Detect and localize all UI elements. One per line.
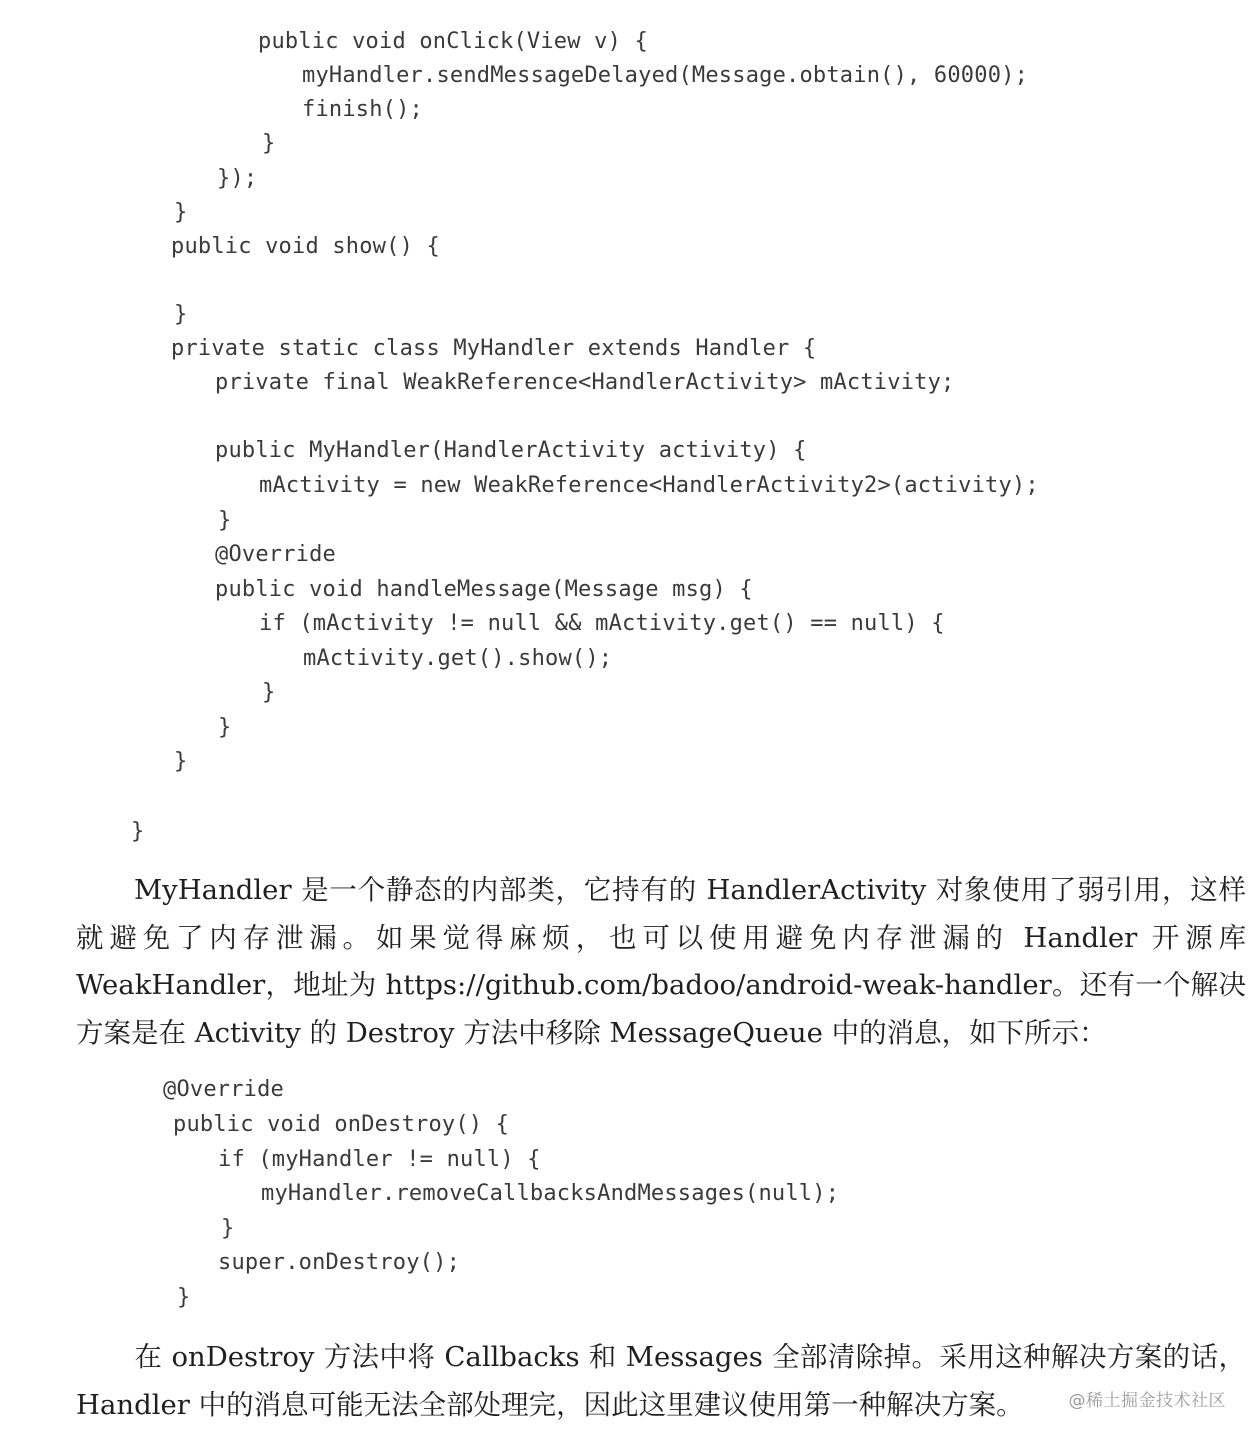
paragraph-text: MyHandler 是一个静态的内部类，它持有的 HandlerActivity 对象使用了弱引用，这样就避免了内存泄漏。如果觉得麻烦，也可以使用避免内存泄漏的 Handler 开源库 WeakHandler，地址为 https://github.com/badoo/android-weak-handler。还有一个解决方案是在 Activity 的 Destroy 方法中移除 MessageQueue 中的消息，如下所示： — [76, 874, 1246, 1049]
code-line: private static class MyHandler extends Handler { — [171, 336, 817, 361]
code-line: } — [131, 819, 145, 844]
code-line: }); — [217, 166, 258, 191]
code-line: super.onDestroy(); — [218, 1250, 461, 1275]
code-line: } — [174, 302, 188, 327]
code-line: mActivity.get().show(); — [303, 646, 613, 671]
paragraph-text: 在 onDestroy 方法中将 Callbacks 和 Messages 全部清除掉。采用这种解决方案的话，Handler 中的消息可能无法全部处理完，因此这里建议使用第一种解决方案。 — [76, 1341, 1246, 1421]
code-line: } — [221, 1216, 235, 1241]
code-line: } — [262, 131, 276, 156]
watermark-label: @稀土掘金技术社区 — [1068, 1391, 1226, 1411]
code-line: } — [174, 749, 188, 774]
code-line: } — [174, 200, 188, 225]
code-line: mActivity = new WeakReference<HandlerActivity2>(activity); — [259, 473, 1039, 498]
code-line: public MyHandler(HandlerActivity activity) { — [215, 438, 807, 463]
code-line: public void onClick(View v) { — [258, 29, 648, 54]
code-line: if (mActivity != null && mActivity.get() == null) { — [259, 611, 945, 636]
code-line: finish(); — [302, 97, 424, 122]
code-line: } — [218, 715, 232, 740]
body-paragraph-weak-handler — [76, 867, 1246, 1057]
code-line: myHandler.sendMessageDelayed(Message.obtain(), 60000); — [302, 63, 1029, 88]
code-line: } — [262, 680, 276, 705]
body-paragraph-conclusion — [76, 1334, 1246, 1429]
code-line: public void show() { — [171, 234, 440, 259]
code-line: if (myHandler != null) { — [218, 1147, 541, 1172]
code-line: } — [218, 508, 232, 533]
code-line: @Override — [215, 542, 337, 567]
code-line: private final WeakReference<HandlerActivity> mActivity; — [215, 370, 955, 395]
code-line: myHandler.removeCallbacksAndMessages(null); — [261, 1181, 840, 1206]
code-line: public void onDestroy() { — [173, 1112, 510, 1137]
code-line: } — [177, 1285, 191, 1310]
code-line: @Override — [163, 1077, 285, 1102]
code-line: public void handleMessage(Message msg) { — [215, 577, 753, 602]
